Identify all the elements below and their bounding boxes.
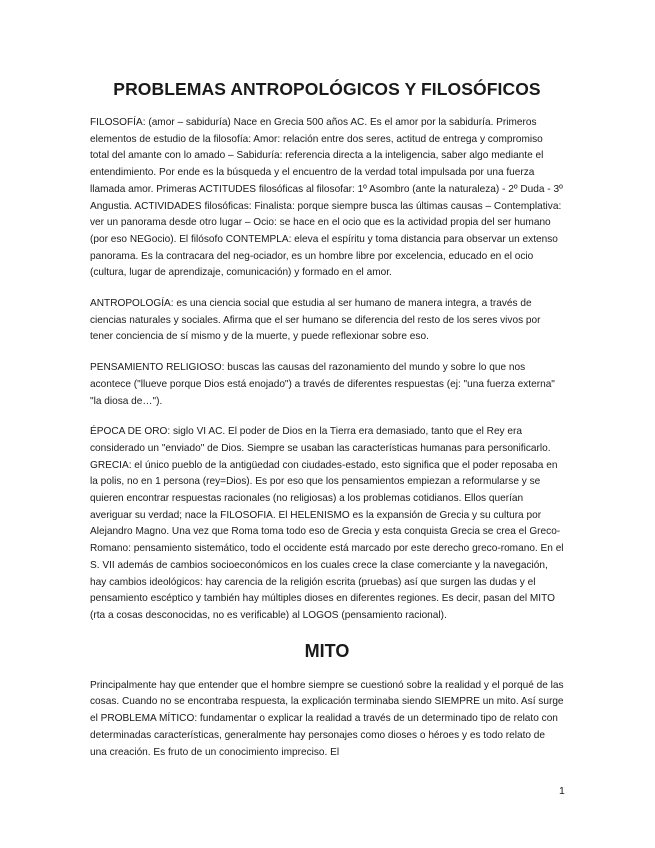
paragraph-filosofia: FILOSOFÍA: (amor – sabiduría) Nace en Grecia 500 años AC. Es el amor por la sabiduría. Primeros elementos de estudio de la filosofía: Amor: relación entre dos seres, actitud de entrega y compromiso total del amante con lo amado – Sabiduría: referencia directa a la inteligencia, saber algo mediante el entendimiento. Por ende es la búsqueda y el encuentro de la verdad total impulsada por una fuerza llamada amor. Primeras ACTITUDES filosóficas al filosofar: 1º Asombro (ante la naturaleza) - 2º Duda - 3º Angustia. ACTIVIDADES filosóficas: Finalista: porque siempre busca las últimas causas – Contemplativa: ver un panorama desde otro lugar – Ocio: se hace en el ocio que es la actividad propia del ser humano (por eso NEGocio). El filósofo CONTEMPLA: eleva el espíritu y toma distancia para observar un extenso panorama. Es la contracara del neg-ociador, es un hombre libre por excelencia, educado en el ocio (cultura, lugar de aprendizaje, comunicación) y formado en el amor. [90,117,563,279]
section-heading-mito: MITO [304,640,350,661]
page-content [90,78,564,775]
page-title: PROBLEMAS ANTROPOLÓGICOS Y FILOSÓFICOS [113,79,541,99]
paragraph-pensamiento-religioso: PENSAMIENTO RELIGIOSO: buscas las causas del razonamiento del mundo y sobre lo que nos acontece ("llueve porque Dios está enojado") a través de diferentes respuestas (ej: "una fuerza externa" "la diosa de…"). [90,362,555,407]
paragraph-antropologia: ANTROPOLOGÍA: es una ciencia social que estudia al ser humano de manera integra, a través de ciencias naturales y sociales. Afirma que el ser humano se diferencia del resto de los seres vivos por tener conciencia de sí mismo y de la muerte, y puede reflexionar sobre eso. [90,298,541,343]
paragraph-epoca-de-oro: ÉPOCA DE ORO: siglo VI AC. El poder de Dios en la Tierra era demasiado, tanto que el Rey era considerado un "enviado" de Dios. Siempre se usaban las características humanas para personificarlo. GRECIA: el único pueblo de la antigüedad con ciudades-estado, esto significa que el poder reposaba en la polis, no en 1 persona (rey=Dios). Es por eso que los pensamientos empiezan a reformularse y se quieren encontrar respuestas racionales (no religiosas) a los problemas cotidianos. Ellos querían averiguar su verdad; nace la FILOSOFIA. El HELENISMO es la expansión de Grecia y su cultura por Alejandro Magno. Una vez que Roma toma todo eso de Grecia y esta conquista Grecia se crea el Greco-Romano: pensamiento sistemático, todo el occidente está marcado por este derecho greco-romano. En el S. VII además de cambios socioeconómicos en los cuales crece la clase comerciante y la navegación, hay cambios ideológicos: hay carencia de la religión escrita (pruebas) así que surgen las dudas y el pensamiento escéptico y también hay múltiples dioses en diferentes regiones. Es decir, pasan del MITO (rta a cosas desconocidas, no es verificable) al LOGOS (pensamiento racional). [90,426,564,621]
page-number: 1 [559,785,565,797]
paragraph-mito: Principalmente hay que entender que el hombre siempre se cuestionó sobre la realidad y el porqué de las cosas. Cuando no se encontraba respuesta, la explicación terminaba siendo SIEMPRE un mito. Así surge el PROBLEMA MÍTICO: fundamentar o explicar la realidad a través de un determinado tipo de relato con determinadas características, generalmente hay personajes como dioses o héroes y es todo relato de una creación. Es fruto de un conocimiento impreciso. El [90,679,564,758]
